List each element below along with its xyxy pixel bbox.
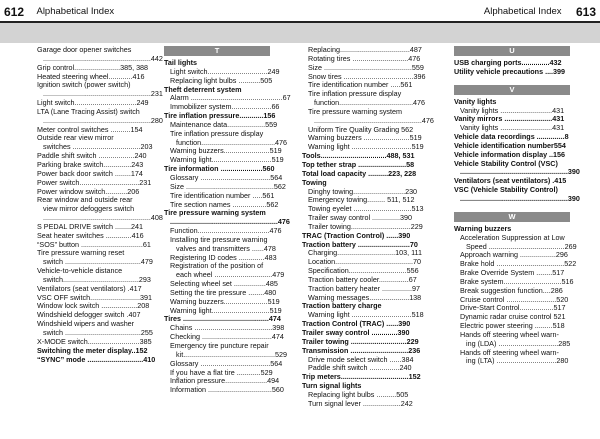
index-entry: Meter control switches ..........154: [37, 124, 143, 134]
index-entry: Vehicle information display ..156: [454, 149, 566, 159]
index-entry: ......................................................442: [43, 53, 163, 63]
index-entry: Traction Control (TRAC) ......390: [302, 319, 411, 329]
index-entry: Trip meters..................................152: [302, 372, 421, 382]
index-entry: Power switch..............................231: [37, 177, 152, 187]
index-entry: Hands off steering wheel warn-: [460, 329, 559, 339]
index-entry: VSC (Vehicle Stability Control): [454, 185, 558, 195]
index-entry: Parking brake switch..............243: [37, 159, 144, 169]
index-entry: Vanity lights: [454, 96, 497, 106]
index-entry: Switching the meter display..152: [37, 345, 148, 355]
index-entry: Towing: [302, 177, 327, 187]
index-entry: Function....................................476: [170, 226, 282, 236]
index-entry: Registration of the position of: [170, 261, 264, 271]
index-entry: Snow tires ...................................396: [308, 71, 426, 81]
index-entry: Paddle shift switch ..................240: [37, 151, 147, 161]
index-entry: ......................................................280: [43, 115, 163, 125]
index-entry: Warning buzzers......................519: [170, 296, 280, 306]
section-letter-t: T: [164, 46, 270, 56]
index-entry: Ignition switch (power switch): [37, 80, 131, 90]
index-entry: Warning light ..............................519: [308, 142, 424, 152]
index-entry: Cruise control .........................520: [460, 294, 569, 304]
index-entry: Power back door switch ........174: [37, 168, 143, 178]
index-entry: Warning buzzers: [454, 223, 512, 233]
right-header: [484, 3, 600, 21]
index-entry: function.....................................476: [314, 98, 426, 108]
index-entry: Traction battery heater ...............97: [308, 283, 420, 293]
index-entry: S PEDAL DRIVE switch ........241: [37, 221, 143, 231]
section-letter-u: U: [454, 46, 570, 56]
index-entry: LTA (Lane Tracing Assist) switch: [37, 106, 140, 116]
index-entry: Vehicle Stability Control (VSC): [454, 158, 558, 168]
index-entry: Vanity lights ..........................431: [460, 105, 565, 115]
index-entry: Glossary ...................................564: [170, 358, 283, 368]
index-entry: Garage door opener switches: [37, 45, 132, 54]
index-entry: Rear window and outside rear: [37, 195, 133, 205]
index-entry: Tire pressure warning reset: [37, 248, 125, 258]
index-entry: Ventilators (seat ventilators) .415: [454, 176, 567, 186]
index-entry: Information ................................560: [170, 385, 284, 395]
index-entry: Setting the tire pressure ........480: [170, 287, 277, 297]
index-entry: Trailer sway control ..............390: [308, 213, 412, 223]
index-entry: Drive-Start Control.................517: [460, 303, 566, 313]
index-entry: Traction battery ..........................70: [302, 239, 418, 249]
index-entry: ......................................................476: [314, 115, 434, 125]
index-entry: Specification.............................556: [308, 266, 419, 276]
index-entry: Registering ID codes .............483: [170, 252, 277, 262]
index-entry: Warning buzzers .......................519: [308, 133, 422, 143]
index-entry: Electric power steering .........518: [460, 321, 565, 331]
index-entry: Outside rear view mirror: [37, 133, 114, 143]
index-column-4: [454, 46, 580, 366]
index-entry: switch ......................................255: [43, 328, 153, 337]
index-entry: Uniform Tire Quality Grading 562: [308, 124, 414, 134]
index-entry: Light switch...............................249: [37, 98, 149, 108]
index-entry: Size ............................................559: [308, 62, 424, 72]
index-entry: Warning messages....................138: [308, 292, 422, 302]
section-letter-w: W: [454, 212, 570, 222]
index-entry: Charging.............................103, 111: [308, 248, 422, 258]
index-column-2: [164, 46, 291, 395]
index-entry: Glossary ...................................564: [170, 172, 283, 182]
index-entry: ......................................................408: [43, 213, 163, 223]
index-entry: ......................................................231: [43, 89, 163, 99]
index-entry: Speed ......................................269: [466, 241, 577, 251]
index-entry: Tire inflation pressure............156: [164, 111, 276, 121]
index-entry: ing (LDA) ..............................285: [466, 338, 571, 348]
index-entry: ing (LTA) ..............................280: [466, 356, 569, 366]
index-entry: ......................................................390: [460, 193, 580, 203]
index-entry: TRAC (Traction Control) ......390: [302, 230, 411, 240]
index-entry: Ventilators (seat ventilators) .417: [37, 283, 142, 293]
index-entry: Tire identification number .....561: [170, 190, 275, 200]
index-entry: Towing eyelet .............................513: [308, 204, 424, 214]
index-entry: USB charging ports..............432: [454, 58, 562, 67]
index-entry: Replacing light bulbs ...........505: [170, 75, 273, 85]
index-entry: Dinghy towing..........................230: [308, 186, 418, 196]
index-entry: Turn signal lights: [302, 381, 362, 391]
right-page-title: Alphabetical Index: [483, 6, 562, 18]
index-entry: Selecting wheel set ................485: [170, 279, 278, 289]
index-entry: switches ..................................203: [43, 142, 153, 152]
index-entry: Tire section names .................562: [170, 199, 279, 209]
index-entry: Replacing light bulbs ..........505: [308, 389, 409, 399]
index-entry: Brake hold ..................................522: [460, 259, 577, 269]
index-entry: kit..............................................529: [176, 349, 288, 359]
index-entry: view mirror defoggers switch: [43, 204, 135, 214]
index-entry: Drive mode select switch ......384: [308, 354, 414, 364]
index-entry: ......................................................390: [460, 167, 580, 177]
index-entry: Immobilizer system....................66: [170, 102, 280, 112]
index-entry: Theft deterrent system: [164, 84, 242, 94]
index-entry: Warning light ..............................518: [308, 310, 424, 320]
index-entry: Tire inflation pressure display: [170, 128, 264, 138]
index-entry: Chains .......................................398: [170, 323, 285, 333]
index-entry: Light switch..............................249: [170, 66, 280, 76]
index-entry: Top tether strap ........................58: [302, 159, 415, 169]
index-entry: Paddle shift switch ...............240: [308, 363, 412, 373]
index-entry: Location.......................................70: [308, 257, 422, 267]
index-entry: Traction battery charge: [302, 301, 382, 311]
index-entry: Vanity mirrors ........................431: [454, 114, 565, 124]
index-entry: Transmission .............................236: [302, 345, 421, 355]
index-entry: Maintenance data...................559: [170, 119, 278, 129]
index-entry: switch ......................................479: [43, 257, 153, 267]
index-entry: X-MODE switch..........................385: [37, 336, 152, 346]
index-entry: Warning light.............................519: [170, 305, 282, 315]
index-entry: Turn signal lever ...................242: [308, 398, 413, 408]
index-entry: Inflation pressure.....................494: [170, 376, 280, 386]
index-entry: Utility vehicle precautions ....399: [454, 66, 566, 76]
index-entry: Dynamic radar cruise control 521: [460, 312, 566, 322]
index-entry: Seat heater switches .............416: [37, 230, 144, 240]
index-entry: Vehicle-to-vehicle distance: [37, 266, 123, 276]
right-page-number: 613: [575, 4, 596, 19]
index-column-1: [37, 45, 163, 364]
index-entry: Size ............................................562: [170, 181, 286, 191]
index-entry: each wheel .............................479: [176, 270, 285, 280]
index-entry: Rotating tires ............................476: [308, 53, 421, 63]
index-entry: “SYNC” mode ............................410: [37, 354, 156, 364]
index-entry: Heated steering wheel............416: [37, 71, 145, 81]
index-entry: Emergency tire puncture repair: [170, 341, 269, 350]
index-entry: Break suggestion function....286: [460, 285, 563, 295]
index-entry: Windshield wipers and washer: [37, 319, 135, 329]
index-entry: Traction battery cooler...............67: [308, 274, 417, 284]
index-entry: Grip control.......................385, 388: [37, 62, 149, 72]
index-entry: Approach warning ..................296: [460, 250, 568, 260]
index-entry: Tail lights: [164, 58, 198, 67]
index-entry: Replacing...................................487: [308, 45, 422, 54]
index-entry: Trailer towing ............................229: [302, 336, 419, 346]
index-entry: Checking ...................................474: [170, 332, 284, 342]
index-entry: Total load capacity ..........223, 228: [302, 168, 417, 178]
index-entry: Tires ...........................................474: [164, 314, 281, 324]
header-band: [0, 23, 600, 43]
index-entry: Trailer sway control .............390: [302, 328, 410, 337]
left-page-title: Alphabetical Index: [36, 6, 115, 18]
index-entry: Vehicle identification number554: [454, 140, 566, 150]
index-entry: valves and transmitters ......478: [176, 243, 276, 253]
index-entry: Tire information .....................560: [164, 164, 275, 174]
index-entry: Installing tire pressure warning: [170, 234, 268, 244]
index-entry: Tire pressure warning system: [164, 208, 266, 218]
index-entry: Vanity lights ..........................431: [460, 123, 565, 133]
index-entry: Brake system.............................516: [460, 276, 574, 286]
left-header: [0, 3, 114, 21]
index-entry: Hands off steering wheel warn-: [460, 347, 559, 357]
index-entry: If you have a flat tire ............529: [170, 367, 273, 377]
index-entry: VSC OFF switch.........................391: [37, 292, 153, 302]
index-entry: Brake Override System ........517: [460, 268, 565, 278]
index-entry: Vehicle data recordings ..............8: [454, 132, 569, 142]
index-entry: function.....................................476: [176, 137, 288, 147]
index-column-2-entries: [164, 58, 291, 395]
index-entry: Trailer towing..............................229: [308, 221, 423, 231]
page-header: [0, 0, 600, 44]
index-entry: Tools.................................488, 531: [302, 151, 415, 161]
index-entry: switch......................................293: [43, 274, 151, 284]
index-entry: “SOS” button ...............................61: [37, 239, 151, 249]
index-entry: Tire identification number .....561: [308, 80, 413, 90]
index-entry: Warning buzzers.......................519: [170, 146, 282, 156]
index-entry: Alarm ..............................................67: [170, 93, 291, 103]
index-entry: Tire pressure warning system: [308, 106, 402, 116]
index-entry: Emergency towing......... 511, 512: [308, 195, 415, 205]
left-page-number: 612: [4, 4, 25, 19]
index-column-3: [302, 46, 440, 409]
index-entry: Warning light..............................519: [170, 155, 284, 165]
section-letter-v: V: [454, 85, 570, 95]
index-entry: Power window switch...........206: [37, 186, 140, 196]
index-entry: Windshield defogger switch .407: [37, 310, 141, 320]
index-entry: ......................................................476: [170, 217, 290, 227]
index-entry: Acceleration Suppression at Low: [460, 232, 565, 242]
index-entry: Window lock switch ..................208: [37, 301, 150, 311]
index-entry: Tire inflation pressure display: [308, 89, 402, 99]
